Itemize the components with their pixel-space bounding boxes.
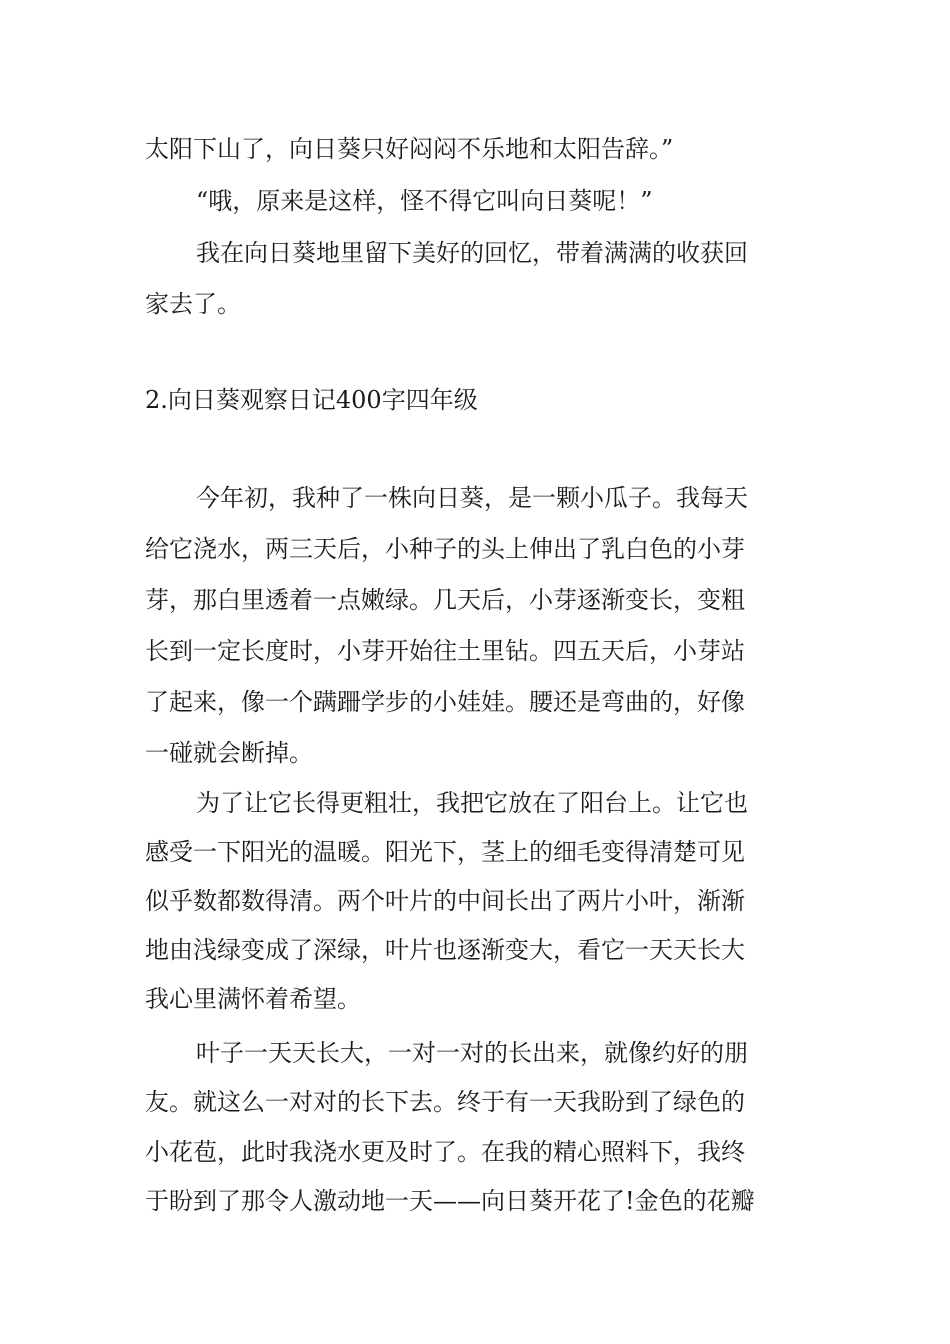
text-line: 长到一定长度时，小芽开始往土里钻。四五天后，小芽站	[145, 637, 745, 665]
text-line: 友。就这么一对对的长下去。终于有一天我盼到了绿色的	[145, 1088, 745, 1116]
text-line: 一碰就会断掉。	[145, 739, 313, 767]
text-line: 了起来，像一个蹒跚学步的小娃娃。腰还是弯曲的，好像	[145, 688, 745, 716]
text-line: 似乎数都数得清。两个叶片的中间长出了两片小叶，渐渐	[145, 887, 745, 915]
text-line: 感受一下阳光的温暖。阳光下，茎上的细毛变得清楚可见	[145, 838, 745, 866]
text-line: 小花苞，此时我浇水更及时了。在我的精心照料下，我终	[145, 1138, 745, 1166]
text-line: 太阳下山了，向日葵只好闷闷不乐地和太阳告辞。”	[145, 135, 674, 163]
text-line: 叶子一天天长大，一对一对的长出来，就像约好的朋	[196, 1039, 748, 1067]
text-line: 家去了。	[145, 290, 241, 318]
text-line: “哦，原来是这样，怪不得它叫向日葵呢！”	[196, 187, 653, 215]
text-line: 给它浇水，两三天后，小种子的头上伸出了乳白色的小芽	[145, 535, 745, 563]
section-heading: 2.向日葵观察日记400字四年级	[145, 386, 478, 414]
text-line: 地由浅绿变成了深绿，叶片也逐渐变大，看它一天天长大	[145, 936, 745, 964]
text-line: 于盼到了那令人激动地一天——向日葵开花了!金色的花瓣	[145, 1187, 755, 1215]
text-line: 今年初，我种了一株向日葵，是一颗小瓜子。我每天	[196, 484, 748, 512]
text-line: 为了让它长得更粗壮，我把它放在了阳台上。让它也	[196, 789, 748, 817]
text-line: 我心里满怀着希望。	[145, 985, 361, 1013]
text-line: 芽，那白里透着一点嫩绿。几天后，小芽逐渐变长，变粗	[145, 586, 745, 614]
text-line: 我在向日葵地里留下美好的回忆，带着满满的收获回	[196, 239, 748, 267]
